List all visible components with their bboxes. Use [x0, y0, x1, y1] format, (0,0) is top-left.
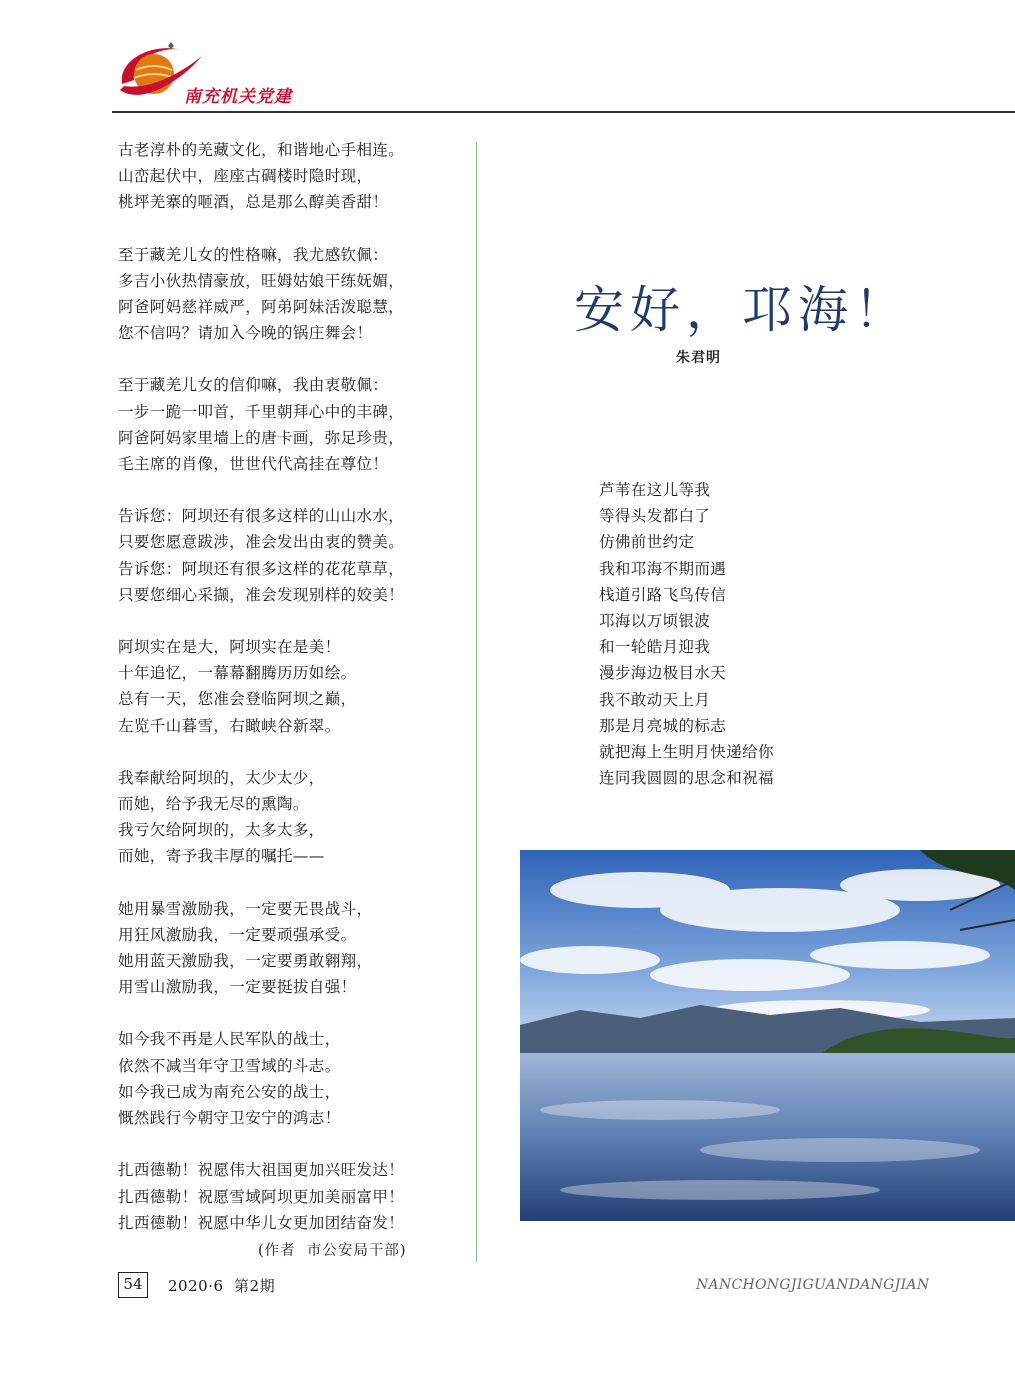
stanza [118, 1157, 458, 1236]
article-poem [599, 477, 774, 791]
poem-line: 等得头发都白了 [599, 507, 711, 526]
poem-line: 扎西德勒！祝愿伟大祖国更加兴旺发达！ [118, 1161, 405, 1180]
poem-line: 栈道引路飞鸟传信 [599, 585, 727, 604]
poem-line: 一步一跪一叩首，千里朝拜心中的丰碑， [118, 402, 405, 421]
column-divider [476, 142, 477, 1262]
poem-line: 阿爸阿妈家里墙上的唐卡画，弥足珍贵， [118, 428, 405, 447]
poem-line: 总有一天，您准会登临阿坝之巅， [118, 690, 357, 709]
logo-text: 南充机关党建 [184, 87, 292, 107]
poem-line: 至于藏羌儿女的信仰嘛，我由衷敬佩： [118, 376, 389, 395]
issue-info: 2020·6 第2期 [168, 1277, 276, 1295]
page-number: 54 [118, 1272, 148, 1298]
poem-line: 就把海上生明月快递给你 [599, 743, 774, 762]
poem-line: 如今我不再是人民军队的战士， [118, 1030, 341, 1049]
poem-line: 我奉献给阿坝的，太少太少， [118, 768, 325, 787]
poem-line: 古老淳朴的羌藏文化，和谐地心手相连。 [118, 141, 405, 159]
poem-line: 仿佛前世约定 [599, 533, 695, 552]
poem-line: 依然不减当年守卫雪域的斗志。 [118, 1056, 341, 1075]
poem-line: 毛主席的肖像，世世代代高挂在尊位！ [118, 455, 389, 474]
poem-line: 我亏欠给阿坝的，太多太多， [118, 821, 325, 840]
poem-line: 多吉小伙热情豪放，旺姆姑娘干练妩媚， [118, 271, 405, 290]
poem-line: 十年追忆，一幕幕翻腾历历如绘。 [118, 664, 357, 683]
poem-line: 桃坪羌寨的咂酒，总是那么醇美香甜！ [118, 193, 389, 212]
poem-line: 而她，给予我无尽的熏陶。 [118, 795, 309, 814]
poem-line: 您不信吗？请加入今晚的锅庄舞会！ [118, 324, 373, 343]
stanza [118, 242, 458, 347]
poem-line: 和一轮皓月迎我 [599, 638, 711, 657]
poem-line: 芦苇在这儿等我 [599, 481, 711, 499]
poem-line: 至于藏羌儿女的性格嘛，我尤感钦佩： [118, 245, 389, 264]
article-author: 朱君明 [676, 350, 721, 366]
stanza [118, 896, 458, 1001]
lake-photo [520, 850, 1015, 1221]
stanza [118, 765, 458, 870]
left-poem [118, 137, 458, 1262]
poem-line: 阿坝实在是大，阿坝实在是美！ [118, 638, 341, 657]
poem-line: 我不敢动天上月 [599, 690, 711, 709]
poem-line: 她用暴雪激励我，一定要无畏战斗， [118, 899, 373, 918]
stanza [118, 137, 458, 216]
poem-line: 漫步海边极目水天 [599, 664, 727, 683]
poem-line: 而她，寄予我丰厚的嘱托—— [118, 847, 325, 866]
poem-line: 左览千山暮雪，右瞰峡谷新翠。 [118, 716, 341, 735]
poem-line: 她用蓝天激励我，一定要勇敢翱翔， [118, 952, 373, 971]
stanza [118, 634, 458, 739]
poem-line: 阿爸阿妈慈祥威严，阿弟阿妹活泼聪慧， [118, 298, 405, 317]
stanza [118, 372, 458, 477]
poem-line: 用雪山激励我，一定要挺拔自强！ [118, 978, 357, 997]
poem-line: 用狂风激励我，一定要顽强承受。 [118, 925, 357, 944]
poem-line: 只要您愿意跋涉，准会发出由衷的赞美。 [118, 533, 405, 552]
poem-line: 扎西德勒！祝愿中华儿女更加团结奋发！ [118, 1213, 405, 1232]
poem-line: 山峦起伏中，座座古碉楼时隐时现， [118, 167, 373, 186]
poem-line: 慨然践行今朝守卫安宁的鸿志！ [118, 1109, 341, 1128]
magazine-name-english: NANCHONGJIGUANDANGJIAN [696, 1277, 930, 1293]
byline: (作者 市公安局干部) [258, 1243, 407, 1259]
stanza [118, 1026, 458, 1131]
poem-line: 告诉您：阿坝还有很多这样的山山水水， [118, 507, 405, 526]
poem-line: 如今我已成为南充公安的战士， [118, 1082, 341, 1101]
poem-line: 那是月亮城的标志 [599, 716, 727, 735]
poem-line: 告诉您：阿坝还有很多这样的花花草草， [118, 559, 405, 578]
header-rule [112, 111, 1015, 113]
poem-line: 我和邛海不期而遇 [599, 559, 727, 578]
stanza [118, 503, 458, 608]
article-title: 安好，邛海！ [574, 281, 910, 339]
poem-line: 邛海以万顷银波 [599, 612, 711, 631]
poem-line: 扎西德勒！祝愿雪域阿坝更加美丽富甲！ [118, 1187, 405, 1206]
poem-line: 连同我圆圆的思念和祝福 [599, 769, 774, 788]
poem-line: 只要您细心采撷，准会发现别样的姣美！ [118, 585, 405, 604]
